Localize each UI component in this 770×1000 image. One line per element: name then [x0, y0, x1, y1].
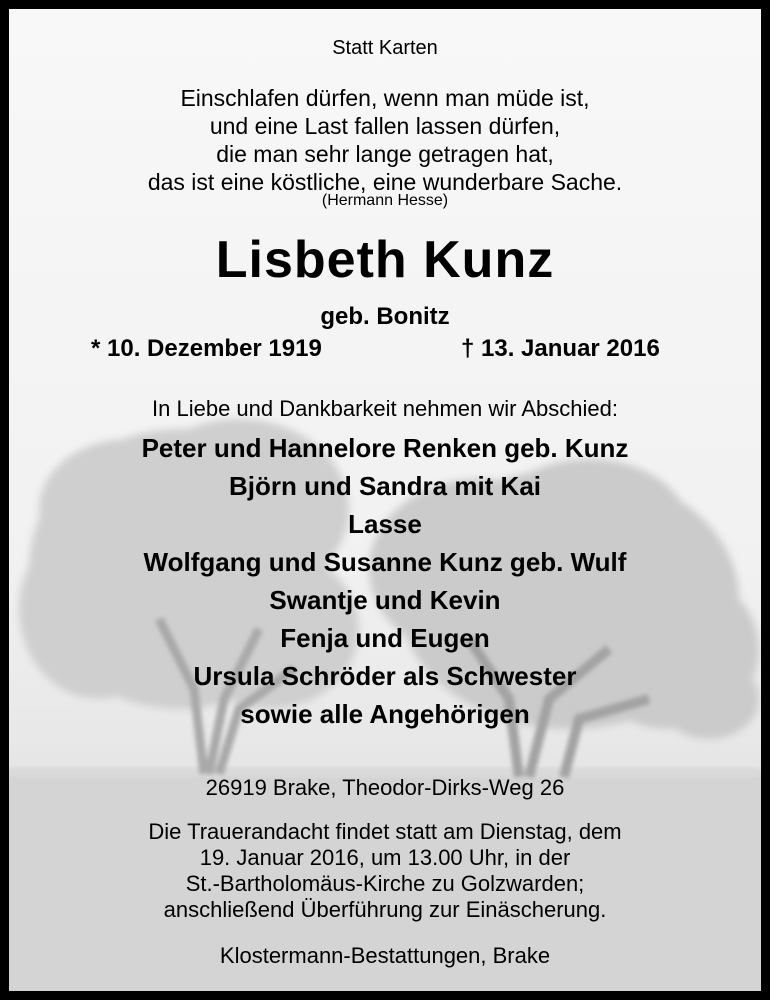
mourner-line: Peter und Hannelore Renken geb. Kunz: [141, 433, 629, 463]
maiden-name: geb. Bonitz: [320, 303, 450, 330]
mourner-line: Fenja und Eugen: [280, 623, 490, 653]
mourner-line: Lasse: [348, 509, 422, 539]
service-info-line: Die Trauerandacht findet statt am Dienstag, dem: [148, 819, 622, 844]
poem-author: (Hermann Hesse): [321, 192, 449, 209]
poem-line: die man sehr lange getragen hat,: [216, 141, 554, 167]
poem-line: Einschlafen dürfen, wenn man müde ist,: [180, 85, 590, 111]
mourner-line: Wolfgang und Susanne Kunz geb. Wulf: [143, 547, 627, 577]
mourner-line: Ursula Schröder als Schwester: [193, 661, 577, 691]
poem-line: und eine Last fallen lassen dürfen,: [209, 113, 561, 139]
birth-date: * 10. Dezember 1919: [91, 335, 322, 362]
service-info-line: St.-Bartholomäus-Kirche zu Golzwarden;: [185, 871, 585, 896]
family-address: 26919 Brake, Theodor-Dirks-Weg 26: [205, 775, 565, 800]
mourner-line: Björn und Sandra mit Kai: [228, 471, 542, 501]
service-info-line: 19. Januar 2016, um 13.00 Uhr, in der: [199, 845, 571, 870]
service-info-line: anschließend Überführung zur Einäscherung.: [163, 897, 607, 922]
deceased-name: Lisbeth Kunz: [215, 231, 555, 289]
mourner-line: Swantje und Kevin: [269, 585, 501, 615]
death-date: † 13. Januar 2016: [461, 335, 660, 362]
poem-line: das ist eine köstliche, eine wunderbare Sache.: [147, 169, 623, 195]
life-dates: [9, 335, 761, 367]
farewell-intro: In Liebe und Dankbarkeit nehmen wir Abschied:: [152, 396, 618, 421]
mourner-line: sowie alle Angehörigen: [240, 699, 530, 729]
statt-karten-header: Statt Karten: [332, 37, 438, 59]
undertaker: Klostermann-Bestattungen, Brake: [219, 943, 551, 968]
